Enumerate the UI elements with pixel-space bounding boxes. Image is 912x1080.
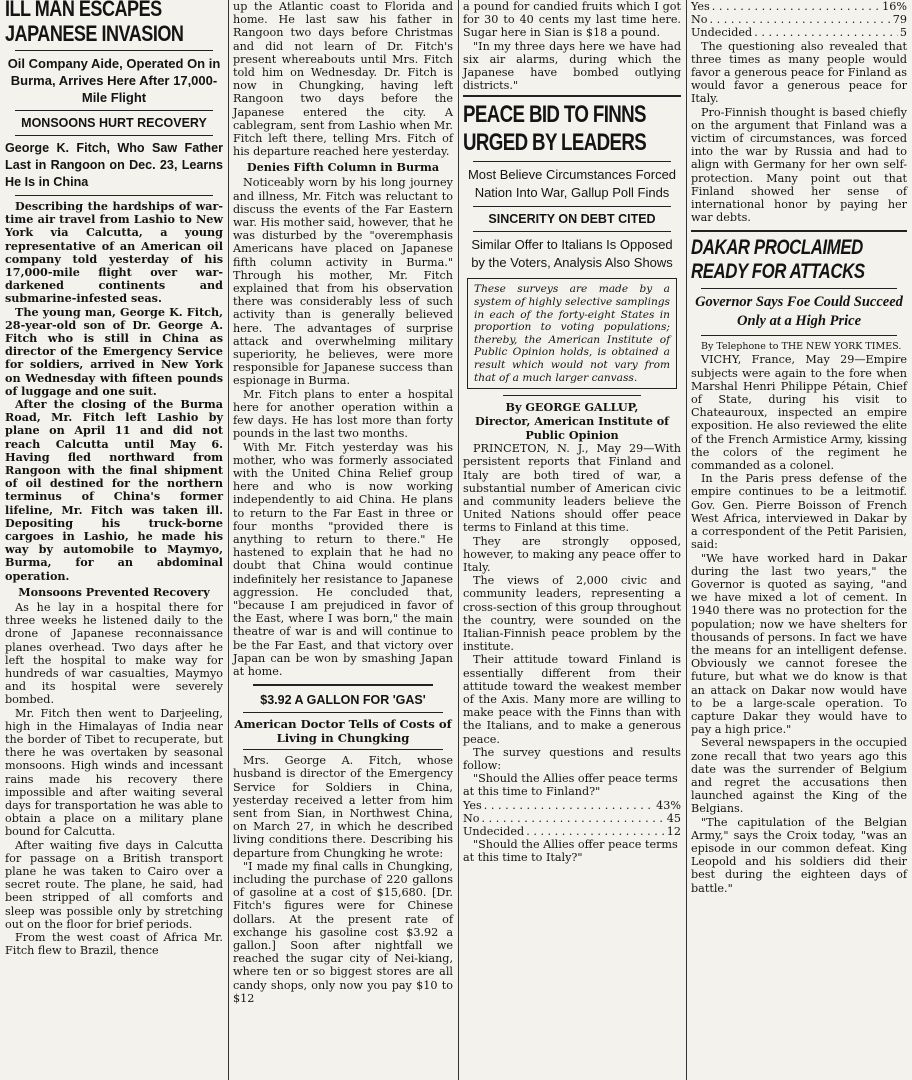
deck: Oil Company Aide, Operated On in Burma, Arrives Here After 17,000-Mile Flight [7, 56, 221, 105]
subhead: Monsoons Prevented Recovery [18, 584, 210, 599]
paragraph: From the west coast of Africa Mr. Fitch flew to Brazil, thence [5, 930, 223, 958]
column-fitch-continued [228, 0, 458, 1080]
column-gallup-dakar [686, 0, 912, 1080]
headline-line: DAKAR PROCLAIMED [691, 236, 863, 260]
column-gallup [458, 0, 686, 1080]
paragraph: Mr. Fitch plans to enter a hospital here for another operation within a few days. He has lost more than forty pounds in the last two months. [233, 387, 453, 441]
deck-caps: MONSOONS HURT RECOVERY [21, 116, 207, 130]
paragraph: Mr. Fitch then went to Darjeeling, high in the Himalayas of India near the border of Tibet to recuperate, but there he was overtaken by seasonal monsoons. High winds and incessant rains made his recovery there impossible and after waiting several days for transportation he was able to obtain a place on a military plane bound for Calcutta. [5, 706, 223, 839]
paragraph: "We have worked hard in Dakar during the last two years," the Governor is quoted as saying, "and we have mixed a lot of cement. In 1940 there was no protection for the population; now we have shelters for thousands of persons. In fact we have the means for an intelligent defense. Obviously we cannot foresee the future, but what we do know is that an attack on Dakar now would have to be a large-scale operation. To capture Dakar they would have to pay a high price." [691, 551, 907, 737]
poll-result-row: No . . . 79 [691, 13, 907, 26]
headline-gas: $3.92 A GALLON FOR 'GAS' [260, 693, 426, 708]
poll-result-row: Yes . . . 16% [691, 0, 907, 13]
subhead: Denies Fifth Column in Burma [246, 160, 440, 175]
deck: American Doctor Tells of Costs of Living in Chungking [234, 717, 452, 746]
paragraph: Several newspapers in the occupied zone recall that two years ago this date was the surrender of Belgium and regret the accusations then launched against the King of the Belgians. [691, 736, 907, 816]
deck: Most Believe Circumstances Forced Nation Into War, Gallup Poll Finds [467, 167, 677, 201]
poll-question: "Should the Allies offer peace terms at this time to Finland?" [463, 772, 678, 799]
byline: By GEORGE GALLUP, [505, 400, 639, 415]
paragraph: Mrs. George A. Fitch, whose husband is director of the Emergency Service for Soldiers in China, yesterday received a letter from him sent from Sian, in Northwest China, on March 27, in which he described living conditions there. Describing his departure from Chungking he wrote: [233, 754, 453, 860]
paragraph: After the closing of the Burma Road, Mr. Fitch left Lashio by plane on April 11 and did not reach Calcutta until May 6. Having fled northward from Rangoon with the final shipment of oil destined for the northern terminus of China's former lifeline, Mr. Fitch was taken ill. Depositing his truck-borne cargoes in Lashio, he made his way by automobile to Maymyo, Burma, for an abdominal operation. [5, 397, 223, 583]
deck-caps: SINCERITY ON DEBT CITED [488, 212, 656, 227]
poll-result-row: Yes . . . 43% [463, 799, 681, 812]
box-text: These surveys are made by a system of highly selective samplings in each of the forty-eight States in proportion to voting populations; thereby, the American Institute of Public Opinion holds, is obtained a result which would not vary from that of a much larger canvass. [474, 283, 670, 384]
deck: Governor Says Foe Could Succeed Only at a High Price [695, 294, 903, 330]
headline-line: READY FOR ATTACKS [691, 260, 865, 284]
paragraph: The young man, George K. Fitch, 28-year-old son of Dr. George A. Fitch who is still in China as director of the Emergency Service for soldiers, arrived in New York on Wednesday with fifteen pounds of luggage and one suit. [5, 304, 223, 398]
paragraph: PRINCETON, N. J., May 29—With persistent reports that Finland and Italy are both tired of war, a substantial number of American civic and community leaders believe the United Nations should offer peace terms to Finland at this time. [463, 442, 681, 535]
paragraph: With Mr. Fitch yesterday was his mother, who was formerly associated with the United China Relief group here and who is now working independently to aid China. He plans to return to the Far East in three or four months "provided there is anything to return to there." He hastened to explain that he had no doubt that China would continue indefinitely her resistance to Japanese aggression. He concluded that, "because I am prejudiced in favor of the East, where I was born," the main theatre of war is and will continue to be the Far East, and that victory over Japan can be won by smashing Japan at home. [233, 440, 453, 678]
paragraph: "I made my final calls in Chungking, including the purchase of 220 gallons of gasoline at a cost of $15,680. [Dr. Fitch's figures were for Chinese dollars. At the present rate of exchange his gasoline cost $3.92 a gallon.] Soon after nightfall we reached the sugar city of Nei-kiang, where ten or so biggest stores are all candy shops, only now you pay $10 to $12 [233, 859, 453, 1005]
poll-question: "Should the Allies offer peace terms at this time to Italy?" [463, 838, 678, 865]
paragraph: Their attitude toward Finland is essentially different from their attitude toward the weakest member of the Axis. Many more are willing to make peace with the Finns than with the Italians, and to make a generous peace. [463, 653, 681, 746]
paragraph: After waiting five days in Calcutta for passage on a British transport plane he was taken to Cairo over a secret route. The plane, he said, had been stripped of all comforts and sleep was possible only by stretching out on the floor for brief periods. [5, 838, 223, 931]
paragraph: Pro-Finnish thought is based chiefly on the argument that Finland was a victim of circumstances, was forced into the war by Russia and had to align with Germany for her own self-protection. Many point out that Finland showed her sense of international honor by paying her war debts. [691, 105, 907, 225]
paragraph: Noticeably worn by his long journey and illness, Mr. Fitch was reluctant to discuss the events of the Far Eastern war. His mother said, however, that he was disturbed by the "overemphasis Americans have placed on Japanese fifth column activity in Burma." Through his mother, Mr. Fitch explained that from his observation there was considerably less of such activity than is generally believed here. The advantages of surprise attack and overwhelming military superiority, he believes, were more responsible for Japanese success than espionage in Burma. [233, 176, 453, 388]
deck: Similar Offer to Italians Is Opposed by the Voters, Analysis Also Shows [471, 237, 673, 271]
paragraph: As he lay in a hospital there for three weeks he listened daily to the drone of Japanese reconnaissance planes overhead. Two days after he left the hospital to make way for hundreds of war casualties, Maymyo and its hospital were severely bombed. [5, 600, 223, 707]
paragraph: The views of 2,000 civic and community leaders, representing a cross-section of this group throughout the country, were sounded on the Italian-Finnish peace problem by the institute. [463, 574, 681, 654]
paragraph: VICHY, France, May 29—Empire subjects were again to the fore when Marshal Henri Philippe Pétain, Chief of State, during his visit to Chateauroux, inspected an empire exposition. He also reviewed the elite of the French Armistice Army, kissing the colors of the regiment he commanded as a colonel. [691, 353, 907, 473]
paragraph: They are strongly opposed, however, to making any peace offer to Italy. [463, 534, 681, 574]
headline-line: JAPANESE INVASION [5, 21, 184, 46]
headline-line: ILL MAN ESCAPES [5, 0, 162, 21]
paragraph: In the Paris press defense of the empire continues to be a leitmotif. Gov. Gen. Pierre Boisson of French West Africa, interviewed in Dakar by a correspondent of the Petit Parisien, said: [691, 472, 907, 552]
paragraph: Describing the hardships of war-time air travel from Lashio to New York via Calcutta, a young representative of an American oil company told yesterday of his 17,000-mile flight over war-darkened continents and submarine-infested seas. [5, 199, 223, 306]
paragraph: "The capitulation of the Belgian Army," says the Croix today, "was an episode in our common defeat. King Leopold and his soldiers did their best during the eighteen days of battle." [691, 815, 907, 895]
methodology-box [467, 278, 677, 389]
paragraph: The survey questions and results follow: [463, 745, 681, 773]
poll-result-row: Undecided . . . 12 [463, 825, 681, 838]
headline-line: PEACE BID TO FINNS [463, 101, 646, 129]
column-fitch-story [0, 0, 228, 1080]
paragraph: The questioning also revealed that three times as many people would favor a generous peace for Finland as would favor a generous peace for Italy. [691, 39, 907, 106]
paragraph: "In my three days here we have had six air alarms, during which the Japanese have bombed outlying districts." [463, 39, 681, 93]
poll-result-row: Undecided . . . 5 [691, 26, 907, 39]
headline-line: URGED BY LEADERS [463, 129, 647, 157]
deck: George K. Fitch, Who Saw Father Last in Rangoon on Dec. 23, Learns He Is in China [5, 141, 223, 189]
byline-title: Director, American Institute of Public Opinion [475, 414, 669, 443]
paragraph: a pound for candied fruits which I got for 30 to 40 cents my last time here. Sugar here in Sian is $18 a pound. [463, 0, 681, 40]
paragraph: up the Atlantic coast to Florida and home. He last saw his father in Rangoon two days before Christmas and did not learn of Dr. Fitch's present whereabouts until Mrs. Fitch told him on Wednesday. Dr. Fitch is now in Chungking, having left Rangoon two days before the Japanese entered the city. A cablegram, sent from Lashio when Mr. Fitch left there, telling Mrs. Fitch of his departure reached here yesterday. [233, 0, 453, 159]
dateline: By Telephone to THE NEW YORK TIMES. [701, 341, 902, 353]
poll-result-row: No . . . 45 [463, 812, 681, 825]
